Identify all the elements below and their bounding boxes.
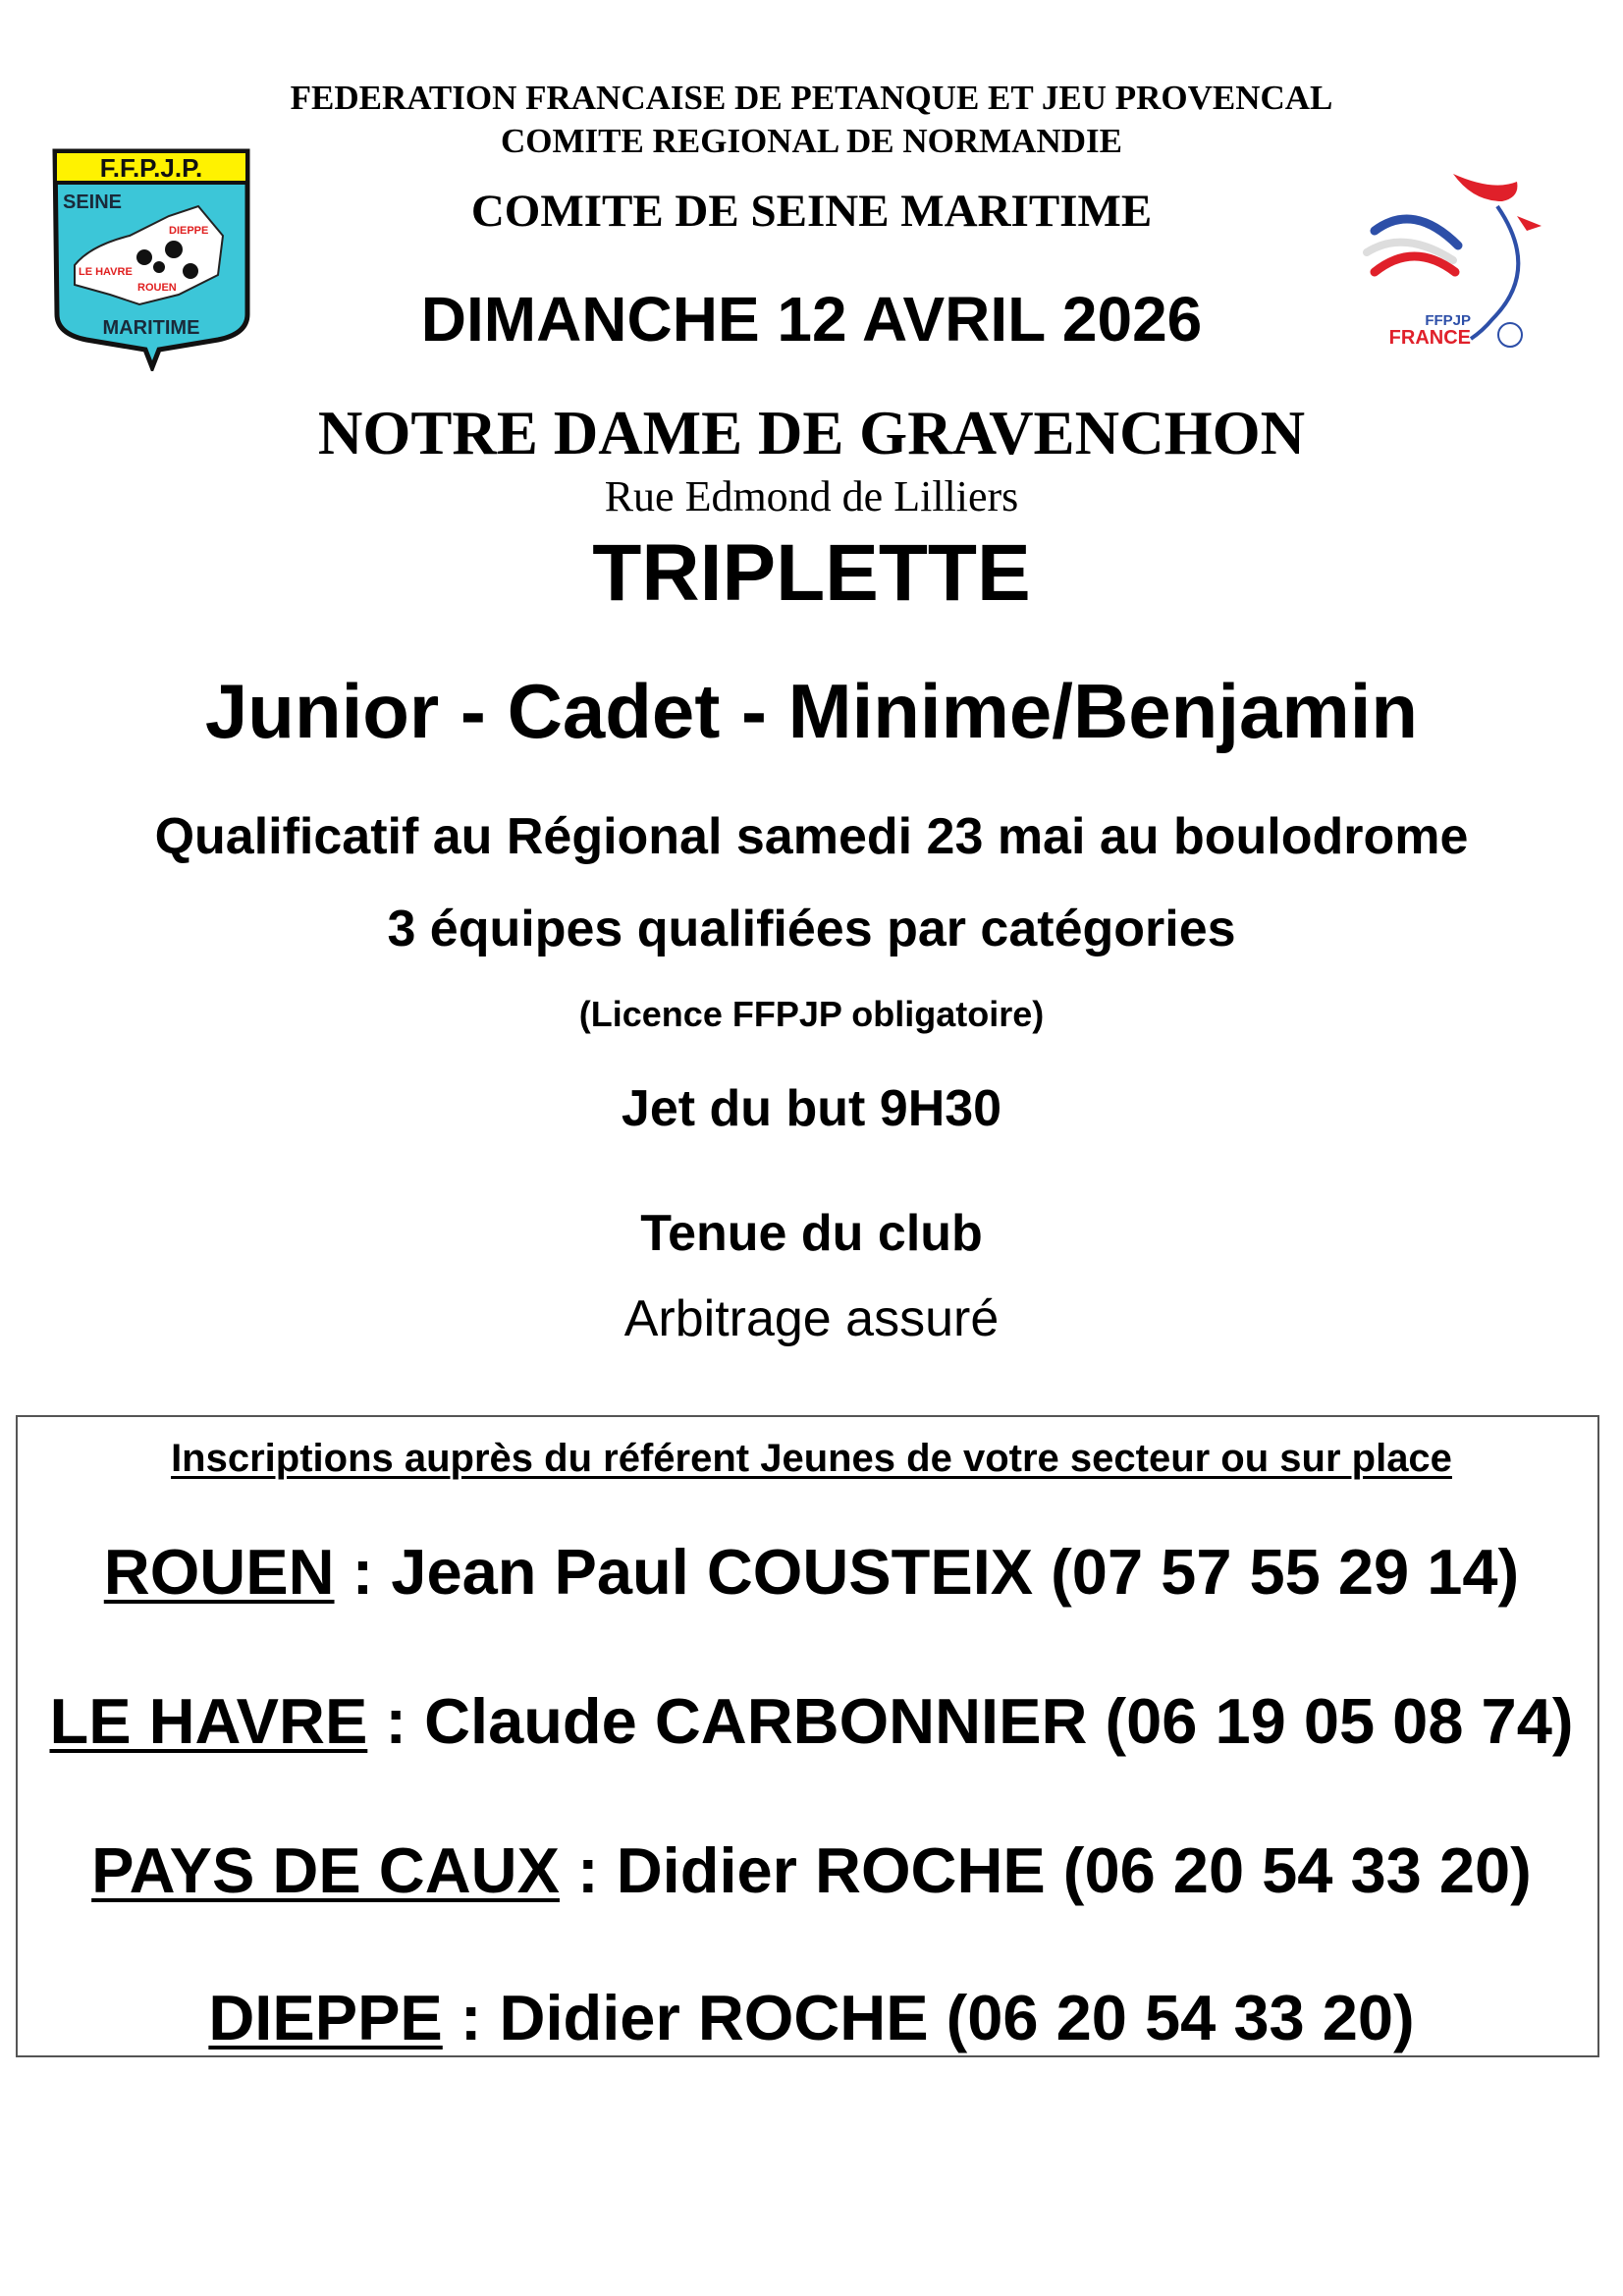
event-format: TRIPLETTE [592, 528, 1031, 618]
svg-text:FRANCE: FRANCE [1388, 327, 1471, 349]
regional-committee: COMITE REGIONAL DE NORMANDIE [501, 122, 1122, 160]
contact-details: Claude CARBONNIER (06 19 05 08 74) [424, 1685, 1574, 1757]
event-qualified-teams: 3 équipes qualifiées par catégories [387, 901, 1236, 957]
contact-row [0, 1982, 1623, 2053]
federation-title: FEDERATION FRANCAISE DE PETANQUE ET JEU PROVENCAL [290, 79, 1333, 117]
svg-text:F.F.P.J.P.: F.F.P.J.P. [99, 153, 203, 183]
svg-text:DIEPPE: DIEPPE [169, 225, 209, 237]
separator: : [367, 1685, 425, 1757]
contact-row [0, 1834, 1623, 1906]
svg-text:MARITIME: MARITIME [102, 317, 200, 339]
svg-text:FFPJP: FFPJP [1425, 312, 1471, 329]
contact-details: Jean Paul COUSTEIX (07 57 55 29 14) [391, 1536, 1520, 1608]
licence-note: (Licence FFPJP obligatoire) [578, 994, 1045, 1034]
separator: : [559, 1834, 617, 1906]
contact-row [0, 1536, 1623, 1608]
sector-name: LE HAVRE [49, 1685, 368, 1757]
event-address: Rue Edmond de Lilliers [604, 472, 1019, 520]
event-categories: Junior - Cadet - Minime/Benjamin [204, 668, 1419, 754]
svg-text:SEINE: SEINE [63, 191, 123, 213]
separator: : [334, 1536, 392, 1608]
event-place: NOTRE DAME DE GRAVENCHON [317, 399, 1306, 467]
refereeing-note: Arbitrage assuré [623, 1290, 1000, 1347]
contact-row [0, 1685, 1623, 1757]
contact-details: Didier ROCHE (06 20 54 33 20) [499, 1982, 1415, 2053]
event-date: DIMANCHE 12 AVRIL 2026 [420, 284, 1203, 355]
svg-text:LE HAVRE: LE HAVRE [79, 266, 133, 278]
departmental-committee: COMITE DE SEINE MARITIME [470, 186, 1153, 237]
registration-heading: Inscriptions auprès du référent Jeunes de votre secteur ou sur place [171, 1437, 1452, 1480]
dress-code: Tenue du club [640, 1205, 983, 1262]
event-qualification: Qualificatif au Régional samedi 23 mai au boulodrome [154, 808, 1469, 865]
sector-name: ROUEN [103, 1536, 335, 1608]
start-time: Jet du but 9H30 [621, 1080, 1002, 1137]
svg-text:ROUEN: ROUEN [137, 282, 177, 294]
contact-details: Didier ROCHE (06 20 54 33 20) [616, 1834, 1532, 1906]
separator: : [442, 1982, 500, 2053]
sector-name: DIEPPE [208, 1982, 443, 2053]
sector-name: PAYS DE CAUX [91, 1834, 560, 1906]
